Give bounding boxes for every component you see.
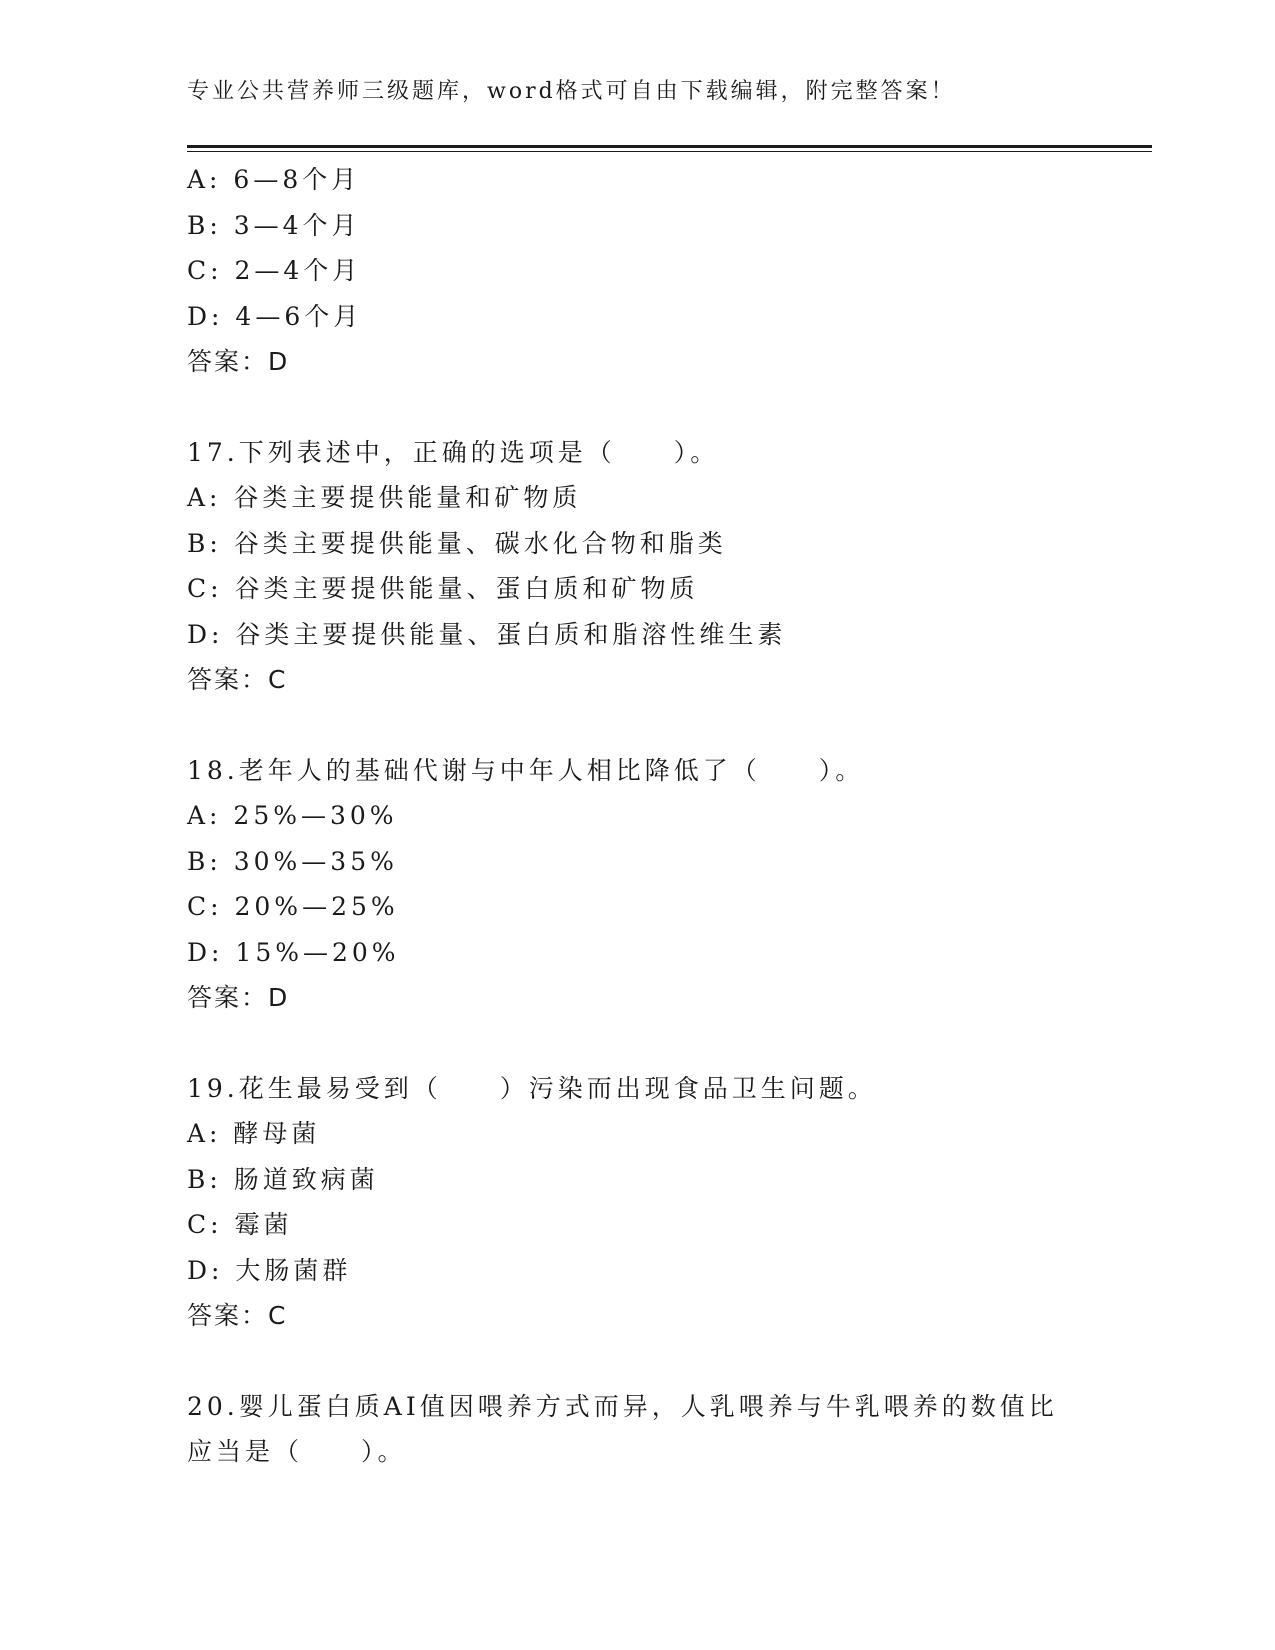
option-c: C: 2—4个月: [187, 256, 362, 285]
question-text: 19.花生最易受到（ ）污染而出现食品卫生问题。: [187, 1073, 877, 1103]
option-a: A: 酵母菌: [187, 1119, 321, 1148]
option-b: B: 30%—35%: [187, 846, 398, 876]
option-a: A: 谷类主要提供能量和矿物质: [187, 483, 582, 512]
answer: 答案：C: [187, 665, 288, 694]
option-a: A: 6—8个月: [187, 165, 361, 194]
question-block-17: [187, 430, 1087, 703]
option-d: D: 4—6个月: [187, 301, 363, 331]
option-c: C: 霉菌: [187, 1210, 293, 1239]
header-rule-thick: [187, 145, 1152, 148]
question-text-line-1: 20.婴儿蛋白质AI值因喂养方式而异，人乳喂养与牛乳喂养的数值比: [187, 1391, 1058, 1421]
document-header: 专业公共营养师三级题库，word格式可自由下载编辑，附完整答案！: [187, 79, 956, 104]
option-d: D: 谷类主要提供能量、蛋白质和脂溶性维生素: [187, 619, 787, 649]
question-block-16: [187, 157, 1087, 385]
option-a: A: 25%—30%: [187, 801, 398, 830]
question-content: [187, 157, 1087, 1475]
option-d: D: 15%—20%: [187, 937, 400, 967]
question-text: 17.下列表述中，正确的选项是（ ）。: [187, 437, 720, 467]
question-block-20: [187, 1384, 1087, 1475]
option-c: C: 谷类主要提供能量、蛋白质和矿物质: [187, 574, 699, 603]
question-block-19: [187, 1066, 1087, 1339]
answer: 答案：D: [187, 347, 290, 376]
option-b: B: 谷类主要提供能量、碳水化合物和脂类: [187, 528, 727, 558]
option-d: D: 大肠菌群: [187, 1255, 352, 1285]
option-b: B: 3—4个月: [187, 210, 361, 240]
question-text-line-2: 应当是（ ）。: [187, 1437, 407, 1466]
answer: 答案：D: [187, 983, 290, 1012]
option-b: B: 肠道致病菌: [187, 1164, 379, 1194]
option-c: C: 20%—25%: [187, 892, 399, 921]
answer: 答案：C: [187, 1301, 288, 1330]
question-text: 18.老年人的基础代谢与中年人相比降低了（ ）。: [187, 755, 865, 785]
header-rule-thin: [187, 151, 1152, 152]
question-block-18: [187, 748, 1087, 1021]
